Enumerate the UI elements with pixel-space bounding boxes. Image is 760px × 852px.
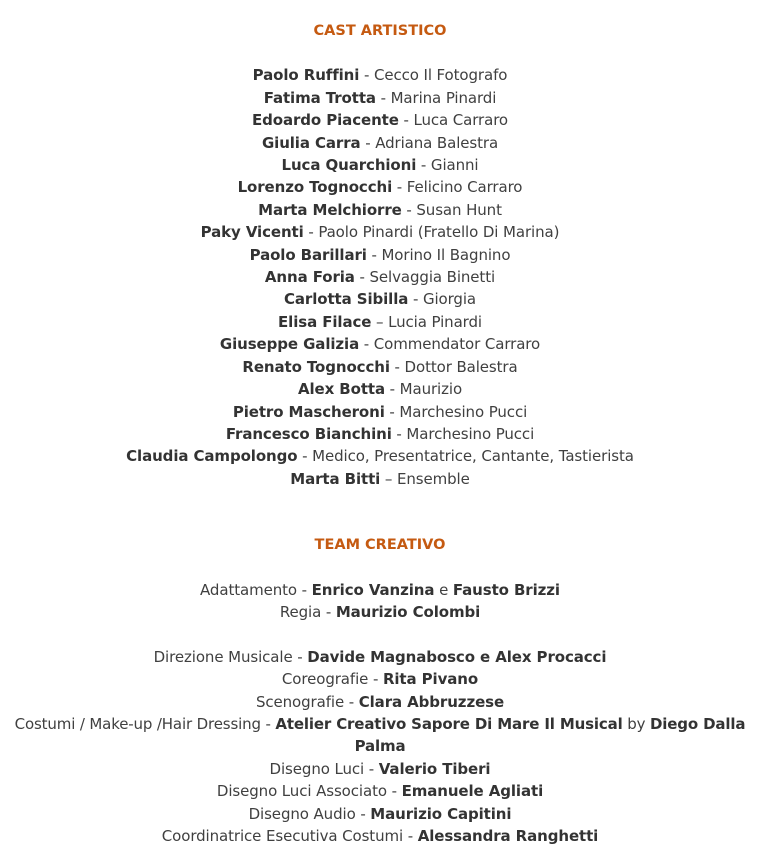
separator: - (384, 380, 400, 399)
cast-member (0, 288, 760, 310)
credit-name: Rita Pivano (382, 670, 479, 689)
team-credit-disegno-audio (0, 803, 760, 825)
actor-name: Marta Bitti (290, 469, 381, 488)
actor-name: Lorenzo Tognocchi (237, 178, 393, 197)
credit-name: Fausto Brizzi (452, 580, 560, 599)
actor-name: Carlotta Sibilla (283, 290, 409, 309)
actor-name: Paky Vicenti (200, 223, 304, 242)
separator: - (297, 447, 313, 466)
team-credit-direzione-musicale (0, 646, 760, 668)
cast-member (0, 468, 760, 490)
actor-name: Fatima Trotta (263, 88, 376, 107)
team-credit-adattamento (0, 579, 760, 601)
cast-member (0, 109, 760, 131)
separator: - (391, 424, 407, 443)
cast-member (0, 199, 760, 221)
team-credit-coreografie (0, 668, 760, 690)
conjunction: e (434, 580, 453, 599)
team-credit-costumi (4, 713, 756, 758)
role-name: Marchesino Pucci (399, 402, 528, 421)
credit-label: Disegno Luci Associato - (216, 782, 402, 801)
separator: – (371, 312, 389, 331)
role-name: Giorgia (422, 290, 476, 309)
cast-member (0, 401, 760, 423)
cast-member (0, 154, 760, 176)
role-name: Marina Pinardi (390, 88, 497, 107)
credit-label: Coreografie - (281, 670, 383, 689)
credit-name: Enrico Vanzina (311, 580, 435, 599)
cast-member (0, 176, 760, 198)
actor-name: Elisa Filace (278, 312, 372, 331)
cast-member (0, 87, 760, 109)
actor-name: Edoardo Piacente (251, 111, 399, 130)
role-name: Medico, Presentatrice, Cantante, Tastierista (312, 447, 634, 466)
separator: - (354, 268, 370, 287)
credit-name: Davide Magnabosco e Alex Procacci (307, 647, 607, 666)
role-name: Susan Hunt (416, 200, 502, 219)
role-name: Commendator Carraro (373, 335, 541, 354)
role-name: Gianni (430, 156, 479, 175)
team-credit-scenografie (0, 691, 760, 713)
credit-name: Valerio Tiberi (378, 759, 491, 778)
separator: - (392, 178, 407, 197)
credit-name: Maurizio Colombi (335, 602, 481, 621)
credit-label: Disegno Luci - (269, 759, 379, 778)
conjunction: by (622, 714, 650, 733)
cast-member (0, 132, 760, 154)
team-credit-regia (0, 601, 760, 623)
actor-name: Luca Quarchioni (281, 156, 417, 175)
credit-name: Diego Dalla Palma (354, 714, 746, 756)
credit-label: Costumi / Make-up /Hair Dressing - (14, 714, 276, 733)
cast-member (0, 64, 760, 86)
separator: - (375, 88, 391, 107)
separator: - (398, 111, 414, 130)
separator: - (384, 402, 400, 421)
credit-name: Alessandra Ranghetti (417, 826, 599, 845)
separator: - (366, 245, 382, 264)
role-name: Maurizio (399, 380, 463, 399)
actor-name: Anna Foria (264, 268, 355, 287)
actor-name: Alex Botta (297, 380, 385, 399)
credit-label: Disegno Audio - (248, 804, 371, 823)
role-name: Dottor Balestra (404, 357, 518, 376)
actor-name: Giulia Carra (261, 133, 361, 152)
separator: - (359, 335, 374, 354)
credit-name: Clara Abbruzzese (358, 692, 505, 711)
spacer (0, 623, 760, 645)
role-name: Luca Carraro (413, 111, 509, 130)
separator: - (360, 133, 376, 152)
cast-member (0, 244, 760, 266)
role-name: Ensemble (396, 469, 470, 488)
team-credit-disegno-luci-associato (0, 780, 760, 802)
cast-member (0, 445, 760, 467)
cast-member (0, 311, 760, 333)
credit-label: Adattamento - (200, 580, 312, 599)
cast-member (0, 266, 760, 288)
team-section-title: TEAM CREATIVO (314, 537, 446, 554)
team-list (0, 579, 760, 848)
separator: – (380, 469, 397, 488)
actor-name: Renato Tognocchi (242, 357, 390, 376)
cast-member (0, 378, 760, 400)
cast-section-title: CAST ARTISTICO (313, 23, 447, 39)
credit-label: Scenografie - (255, 692, 359, 711)
credit-name: Maurizio Capitini (370, 804, 512, 823)
actor-name: Francesco Bianchini (225, 424, 392, 443)
credit-name: Atelier Creativo Sapore Di Mare Il Musical (275, 714, 623, 733)
actor-name: Claudia Campolongo (126, 447, 298, 466)
separator: - (389, 357, 405, 376)
team-credit-disegno-luci (0, 758, 760, 780)
role-name: Marchesino Pucci (406, 424, 535, 443)
actor-name: Pietro Mascheroni (232, 402, 385, 421)
role-name: Adriana Balestra (375, 133, 499, 152)
actor-name: Paolo Ruffini (252, 66, 360, 85)
actor-name: Paolo Barillari (249, 245, 367, 264)
separator: - (408, 290, 423, 309)
separator: - (401, 200, 417, 219)
role-name: Selvaggia Binetti (369, 268, 496, 287)
actor-name: Giuseppe Galizia (219, 335, 360, 354)
role-name: Paolo Pinardi (Fratello Di Marina) (318, 223, 560, 242)
credit-label: Direzione Musicale - (153, 647, 308, 666)
cast-member (0, 423, 760, 445)
separator: - (359, 66, 374, 85)
credit-label: Coordinatrice Esecutiva Costumi - (161, 826, 418, 845)
cast-list (0, 64, 760, 490)
cast-member (0, 333, 760, 355)
actor-name: Marta Melchiorre (258, 200, 402, 219)
team-credit-coordinatrice-costumi (0, 825, 760, 847)
cast-member (0, 221, 760, 243)
role-name: Lucia Pinardi (388, 312, 482, 331)
credit-label: Regia - (279, 602, 336, 621)
cast-member (0, 356, 760, 378)
separator: - (303, 223, 319, 242)
credit-name: Emanuele Agliati (401, 782, 544, 801)
role-name: Morino Il Bagnino (381, 245, 511, 264)
role-name: Cecco Il Fotografo (373, 66, 508, 85)
separator: - (416, 156, 431, 175)
role-name: Felicino Carraro (406, 178, 523, 197)
